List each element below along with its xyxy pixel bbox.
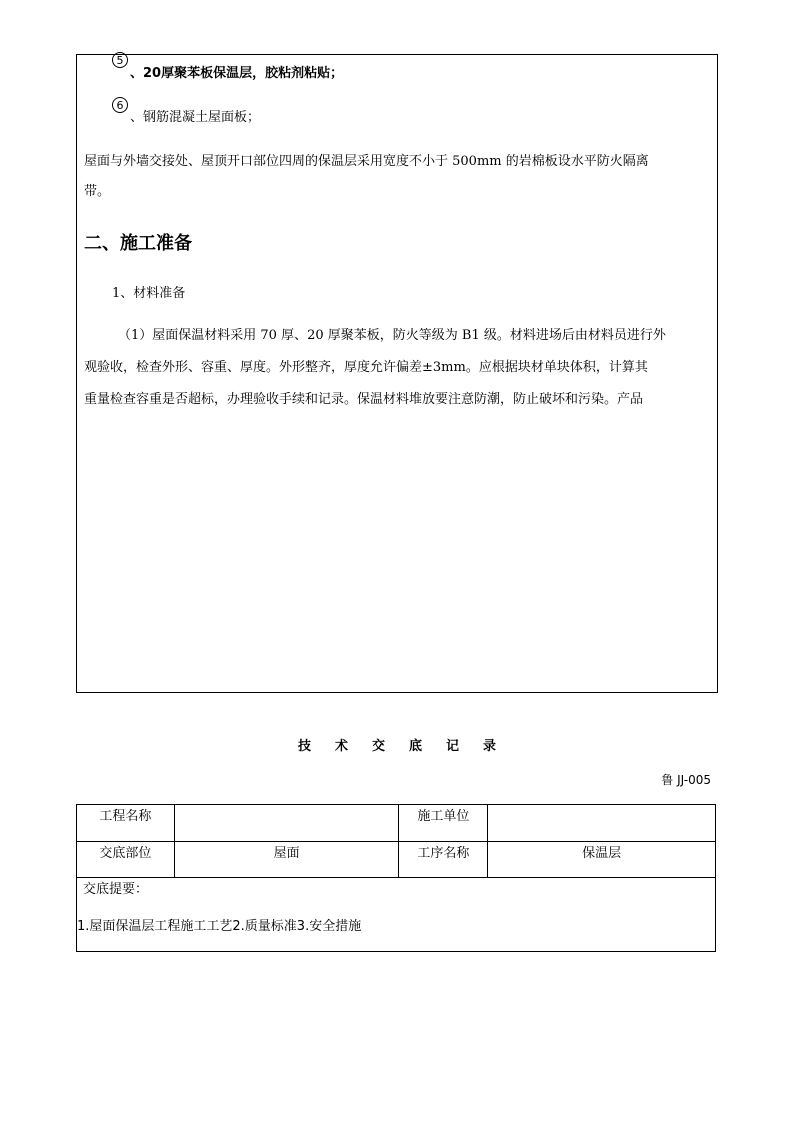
process-label: 工序名称: [399, 842, 488, 878]
project-name-value: [174, 805, 399, 842]
circled-number-5: 5: [112, 52, 128, 68]
table-row: [77, 842, 716, 878]
record-title: 技术交底记录: [297, 739, 520, 754]
sub-heading: 1、材料准备: [112, 286, 186, 301]
table-row: [77, 878, 716, 952]
record-code: 鲁 JJ-005: [661, 773, 711, 787]
project-name-label: 工程名称: [77, 805, 175, 842]
process-value: 保温层: [488, 842, 716, 878]
fire-barrier-line-2: 带。: [84, 184, 111, 199]
item-6-text: 、钢筋混凝土屋面板；: [130, 110, 261, 125]
table-row: [77, 805, 716, 842]
summary-label: 交底提要：: [83, 882, 149, 897]
part-value: 屋面: [174, 842, 399, 878]
paragraph-line-2: 观验收，检查外形、容重、厚度。外形整齐，厚度允许偏差±3mm。应根据块材单块体积，计算其: [84, 360, 648, 375]
construction-unit-label: 施工单位: [399, 805, 488, 842]
summary-cell: [77, 878, 716, 952]
fire-barrier-line-1: 屋面与外墙交接处、屋顶开口部位四周的保温层采用宽度不小于 500mm 的岩棉板设水平防火隔离: [84, 154, 649, 169]
construction-unit-value: [488, 805, 716, 842]
paragraph-line-1: （1）屋面保温材料采用 70 厚、20 厚聚苯板，防火等级为 B1 级。材料进场后由材料员进行外: [118, 328, 666, 343]
record-table: [76, 804, 716, 952]
part-label: 交底部位: [77, 842, 175, 878]
summary-text: 1.屋面保温层工程施工工艺2.质量标准3.安全措施: [77, 919, 362, 934]
item-5-text: 、20厚聚苯板保温层，胶粘剂粘贴；: [130, 66, 344, 81]
paragraph-line-3: 重量检查容重是否超标，办理验收手续和记录。保温材料堆放要注意防潮，防止破坏和污染。产品: [84, 392, 644, 407]
section-heading: 二、施工准备: [84, 233, 192, 254]
circled-number-6: 6: [112, 97, 128, 113]
